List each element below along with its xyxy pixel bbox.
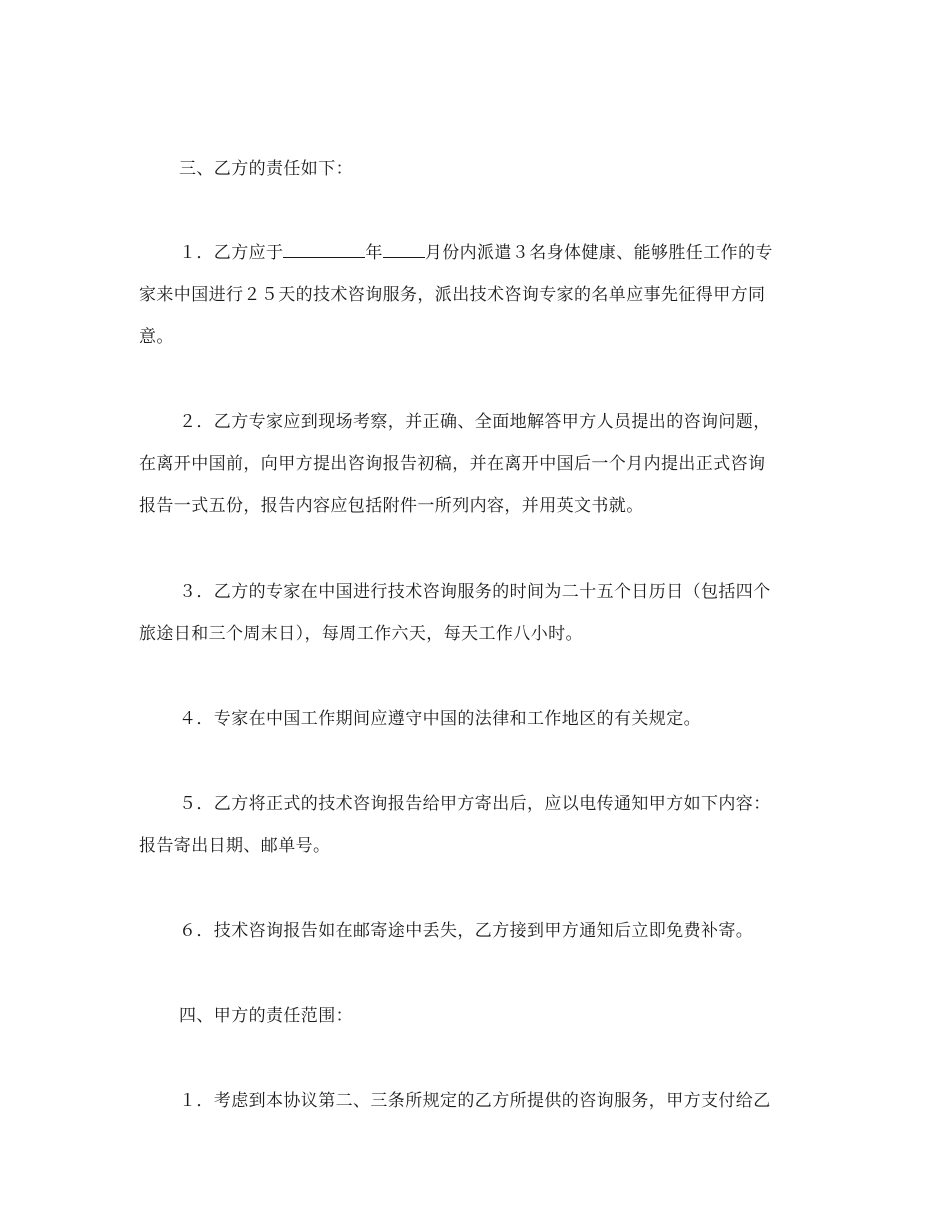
s3-item-1-line-3: 意。 bbox=[139, 327, 174, 347]
month-blank bbox=[383, 241, 425, 258]
s3-item-6-line-1: ６．技术咨询报告如在邮寄途中丢失，乙方接到甲方通知后立即免费补寄。 bbox=[179, 921, 754, 941]
s3-item-1-month-rest: 月份内派遣３名身体健康、能够胜任工作的专 bbox=[424, 243, 773, 263]
s3-item-5-line-1: ５．乙方将正式的技术咨询报告给甲方寄出后，应以电传通知甲方如下内容： bbox=[179, 794, 771, 814]
s3-item-1-prefix: １．乙方应于 bbox=[179, 243, 284, 263]
section-3-heading: 三、乙方的责任如下： bbox=[179, 159, 353, 179]
s3-item-3-line-2: 旅途日和三个周末日），每周工作六天，每天工作八小时。 bbox=[139, 624, 583, 644]
section-4-heading: 四、甲方的责任范围： bbox=[179, 1006, 353, 1026]
s3-item-1-line-1 bbox=[179, 241, 859, 265]
s3-item-5-line-2: 报告寄出日期、邮单号。 bbox=[139, 836, 331, 856]
s3-item-1-year-suffix: 年 bbox=[365, 243, 383, 263]
s3-item-2-line-3: 报告一式五份，报告内容应包括附件一所列内容，并用英文书就。 bbox=[139, 496, 644, 516]
s3-item-3-line-1: ３．乙方的专家在中国进行技术咨询服务的时间为二十五个日历日（包括四个 bbox=[179, 582, 771, 602]
year-blank bbox=[283, 241, 365, 258]
s3-item-2-line-1: ２．乙方专家应到现场考察，并正确、全面地解答甲方人员提出的咨询问题， bbox=[179, 412, 771, 432]
s3-item-2-line-2: 在离开中国前，向甲方提出咨询报告初稿，并在离开中国后一个月内提出正式咨询 bbox=[139, 454, 766, 474]
s3-item-4-line-1: ４．专家在中国工作期间应遵守中国的法律和工作地区的有关规定。 bbox=[179, 709, 701, 729]
s4-item-1-line-1: １．考虑到本协议第二、三条所规定的乙方所提供的咨询服务，甲方支付给乙 bbox=[179, 1091, 771, 1111]
s3-item-1-line-2: 家来中国进行２５天的技术咨询服务，派出技术咨询专家的名单应事先征得甲方同 bbox=[139, 285, 766, 305]
